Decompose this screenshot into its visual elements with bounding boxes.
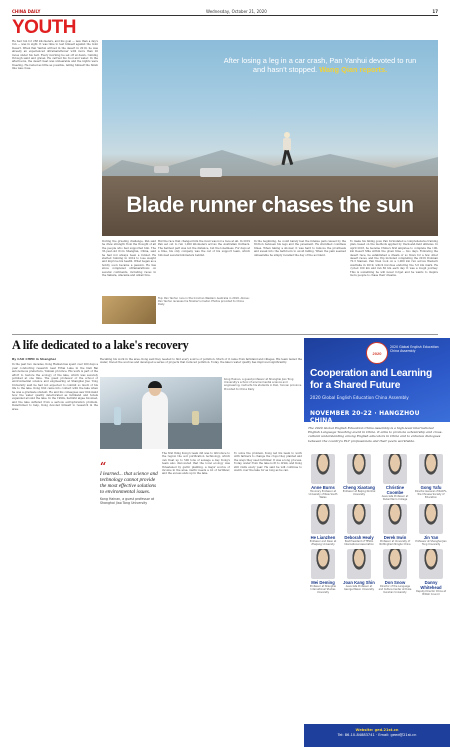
photo-caption: Kong Hainan, a guest professor at Shanghai Jiao Tong University's school of environmental science and engineering, instructs his students in Dali, Yunnan province. Provided to China Daily bbox=[224, 378, 302, 391]
ad-title: Cooperation and Learning for a Shared Future bbox=[310, 368, 432, 391]
article-body: He had run for 268 kilometers, and his goal — less than a day's run — was in sight. It was time to test himself against the Gobi Desert. When Pan Yanhui arrived in the desert in 2019, he was already an experienced ultramarathoner with more than 20 races under his belt. Every morning he set off at dawn, running through sand and gravel. He carried his food and water. In the afternoons, the desert heat was unbearable and the nights were freezing. He rested as little as possible, telling himself the finish line was close. bbox=[12, 40, 98, 71]
section-title: YOUTH bbox=[12, 17, 76, 38]
pull-quote-attribution: Kong Hainan, a guest professor at Shanghai Jiao Tong University bbox=[100, 497, 155, 506]
assembly-logo: 2020 bbox=[366, 342, 388, 364]
byline: By CAO CHEN in Shanghai bbox=[12, 358, 56, 361]
speaker-role: Director-General of NACFL, the Chinese Society of Education bbox=[414, 490, 448, 499]
ad-footer bbox=[304, 724, 450, 747]
speaker-photo bbox=[311, 454, 335, 484]
article-column-3 bbox=[158, 240, 250, 294]
speaker-name: Christine Coombe bbox=[385, 485, 405, 495]
speaker-photo bbox=[347, 454, 371, 484]
speaker-photo bbox=[347, 504, 371, 534]
masthead bbox=[12, 8, 438, 16]
article-body: During the grueling challenge, Pan said he drew strength from the thought of all the people who had supported him. The 35-year-old from Shanghai, China, said he had not always been a runner. He started running in 2014 to lose weight and improve his health. What began as a hobby soon became a passion. He has since completed ultramarathons on several continents, including races in the Sahara, Atacama and Antarctica. bbox=[102, 240, 156, 278]
speaker-card bbox=[414, 549, 448, 596]
speaker-role: Past President of TESOL International Association bbox=[344, 540, 374, 546]
ad-website-link[interactable]: Website: ged.21st.cn bbox=[355, 728, 399, 732]
article-body: In the past two decades, Kong Hainan has spent over 200 days a year conducting research near Erhai Lake in the Dali Bai autonomous prefecture, Yunnan province. His work is part of the effort to restore the ecology of the lake, which was severely polluted at one time. The guest professor of the school of environmental science and engineering at Shanghai Jiao Tong University said he had not expected to commit so much of his life to the lake. bbox=[12, 363, 98, 391]
article-headline: Blade runner chases the sun bbox=[126, 192, 414, 217]
second-article-column-1 bbox=[12, 358, 98, 743]
lab-photo bbox=[100, 377, 222, 449]
speaker-photo bbox=[419, 504, 443, 534]
speaker-card bbox=[378, 454, 412, 501]
speaker-name: Danny Whitehead bbox=[420, 580, 442, 590]
article-deck bbox=[222, 56, 418, 74]
speaker-name: Cheng Xiaotang bbox=[343, 485, 375, 490]
bottle-icon bbox=[114, 407, 121, 425]
second-article-column-4 bbox=[234, 452, 302, 743]
photo-caption: Top: Pan Yanhui runs in the Ironman Western Australia in 2019. Above: Pan Yanhui receives his finisher's medal. Photos provided to China Daily bbox=[158, 297, 250, 307]
speaker-card bbox=[306, 549, 340, 596]
speaker-role: Deputy Director China at British Council bbox=[416, 590, 446, 596]
speaker-name: Jin Yan bbox=[423, 535, 439, 540]
second-article-intro bbox=[100, 358, 302, 374]
support-car-icon bbox=[154, 166, 169, 173]
speaker-photo bbox=[383, 549, 407, 579]
article-body: To solve the problem, Kong led his team to work with farmers to change the crops they planted and the ways they used fertilizer. It was a long process. Today, water from the lake is fit to drink, and Kong still visits every year. He said he will continue to watch over the lake for as long as he can. bbox=[234, 452, 302, 473]
speaker-card bbox=[306, 504, 340, 546]
speaker-photo bbox=[383, 454, 407, 484]
speaker-photo bbox=[311, 504, 335, 534]
article-body: Kong first came into contact with the lake when he was a graduate student. He and his colleagues saw first-hand how the water quality deteriorated as farmland and hotels expanded around the lake. In the 1990s, harmful algae bloomed, and the lake suffered from a serious eutrophication problem. Determined to help, Kong devoted himself to research in the area. bbox=[12, 387, 98, 411]
support-car-icon bbox=[200, 168, 222, 177]
speaker-name: Joan Kang Shin bbox=[343, 580, 375, 585]
page-number: 17 bbox=[432, 9, 438, 14]
deck-byline: Wang Qian reports. bbox=[319, 65, 388, 74]
issue-date: Wednesday, October 21, 2020 bbox=[205, 9, 267, 14]
speaker-grid bbox=[306, 454, 448, 596]
speaker-card bbox=[414, 454, 448, 501]
article-body: But the race that changed him the most was not a race at all. In 2019 Pan set out to run 1,000 kilometers across the Australian Outback. The hardest part was not the distance, but the loneliness. For days at a time, his only company was the car of his support team, which followed several kilometers behind. bbox=[158, 240, 250, 257]
speaker-card bbox=[378, 504, 412, 546]
speaker-name: Anne Burns bbox=[311, 485, 335, 490]
speaker-name: Mei Deming bbox=[311, 580, 335, 585]
article-body: To make his biking goal, Pan formulated a comprehensive training plan, based on the methods applied by track-and-field athletes. In April 2018, he became China's first amputee to complete the 100-km Desert Mile within the given time — two days. Following the desert race, he established a dream or so flows for a few other desert races, and the trip included completing the 2019 Ironman 70.3 Xiamen. Pan then took on a 1,000 km run across Western Australia in 2019, which involves enduring the 5.6 km mark. He cycled 100 km and ran 60 km each day. It was a tough journey. This is something he will never forget and he wants to inspire more people to chase their dreams. bbox=[350, 240, 438, 278]
second-article-column-3 bbox=[162, 452, 230, 743]
speaker-card bbox=[342, 549, 376, 596]
ad-banner bbox=[304, 338, 450, 422]
paper-logo: CHINA DAILY bbox=[12, 9, 41, 14]
conference-advertisement[interactable] bbox=[304, 338, 450, 747]
ad-dates: NOVEMBER 20-22 · HANGZHOU CHINA bbox=[310, 410, 420, 422]
deck-text: After losing a leg in a car crash, Pan Yanhui devoted to run and hasn't stopped. bbox=[223, 56, 417, 74]
speaker-name: Deborah Healy bbox=[344, 535, 374, 540]
speaker-role: Professor and Dean at Zhejiang University bbox=[309, 540, 337, 546]
speaker-name: He Lianzhen bbox=[310, 535, 336, 540]
speaker-photo bbox=[419, 454, 443, 484]
pull-quote-text: I learned... that science and technology cannot provide the most effective solutions to environmental issues. bbox=[100, 471, 158, 496]
second-article-headline: A life dedicated to a lake's recovery bbox=[12, 338, 189, 352]
speaker-role: Honorary Professor at University of New South Wales bbox=[308, 490, 338, 499]
speaker-photo bbox=[383, 504, 407, 534]
speaker-role: Professor at Shanghai Jiao Tong University bbox=[415, 540, 447, 546]
ad-contact: Tel: 86-10-84883741 · Email: geed@21st.cn bbox=[337, 733, 417, 737]
speaker-card bbox=[378, 549, 412, 596]
article-column-1 bbox=[12, 40, 98, 332]
speaker-card bbox=[342, 454, 376, 501]
medal-photo bbox=[102, 296, 156, 324]
speaker-card bbox=[306, 454, 340, 501]
speaker-role: Director of the Language and Culture Center at Duke Kunshan University bbox=[378, 585, 412, 594]
speaker-photo bbox=[419, 549, 443, 579]
runner-figure bbox=[280, 132, 294, 166]
speaker-name: Gong Yafu bbox=[420, 485, 442, 490]
article-column-4 bbox=[254, 240, 346, 332]
speaker-name: Don Snow bbox=[384, 580, 406, 585]
assembly-logo-text: 2020 Global English Education China Assembly bbox=[390, 345, 439, 353]
speaker-card bbox=[342, 504, 376, 546]
speaker-role: Professor at Shanghai International Studies University bbox=[309, 585, 337, 594]
speaker-role: Professor at University of Nottingham Ningbo China bbox=[379, 540, 411, 546]
article-column-2 bbox=[102, 240, 156, 294]
ad-description: The 2020 Global English Education China Assembly is a high-level international English Language Teaching event in China. It aims to promote scholarship and cross-cultural understanding among English educators in China and to enhance dialogues between the country's ELT professionals and their peers worldwide. bbox=[308, 426, 443, 443]
speaker-photo bbox=[347, 549, 371, 579]
pull-quote bbox=[100, 462, 158, 505]
speaker-card bbox=[414, 504, 448, 546]
article-body: The first thing Kong's team did was to introduce to the region the soil purification technology, which can treat up to 500 tons of sewage a day. Kong's team also discovered that the local ecology was threatened by garlic planting, a major source of income in the area. Garlic needs a lot of fertilizer, and the excess ends up in the lake. bbox=[162, 452, 230, 476]
ad-subtitle: 2020 Global English Education China Assembly bbox=[310, 395, 409, 400]
bottle-icon bbox=[192, 411, 199, 425]
speaker-name: Derek Irwin bbox=[383, 535, 407, 540]
article-body: In the beginning, he could barely feel the intense pain caused by the friction between his legs and the pavement. He stumbled countless times. When taking a shower, it was hard to remove the prosthesis and sweat into the bathroom to avoid falling. When the pain seemed unbearable he simply recalled the day of the accident. bbox=[254, 240, 346, 257]
speaker-role: Associate Professor at George Mason University bbox=[343, 585, 375, 591]
speaker-role: Associate Professor at Dubai Men's College bbox=[381, 495, 409, 501]
speaker-role: Professor at Beijing Normal University bbox=[342, 490, 376, 496]
section-divider bbox=[12, 334, 438, 335]
quote-mark-icon: “ bbox=[100, 460, 107, 473]
speaker-photo bbox=[311, 549, 335, 579]
article-column-5 bbox=[350, 240, 438, 332]
article-body: Recalling his work in the area, Kong said they needed to find every source of pollution. Much of it came from farmland and villages. His team tested the water, traced the sources and developed a series of projects that reduced pollution. Today, the lake's water quality has improved significantly. bbox=[100, 358, 302, 365]
